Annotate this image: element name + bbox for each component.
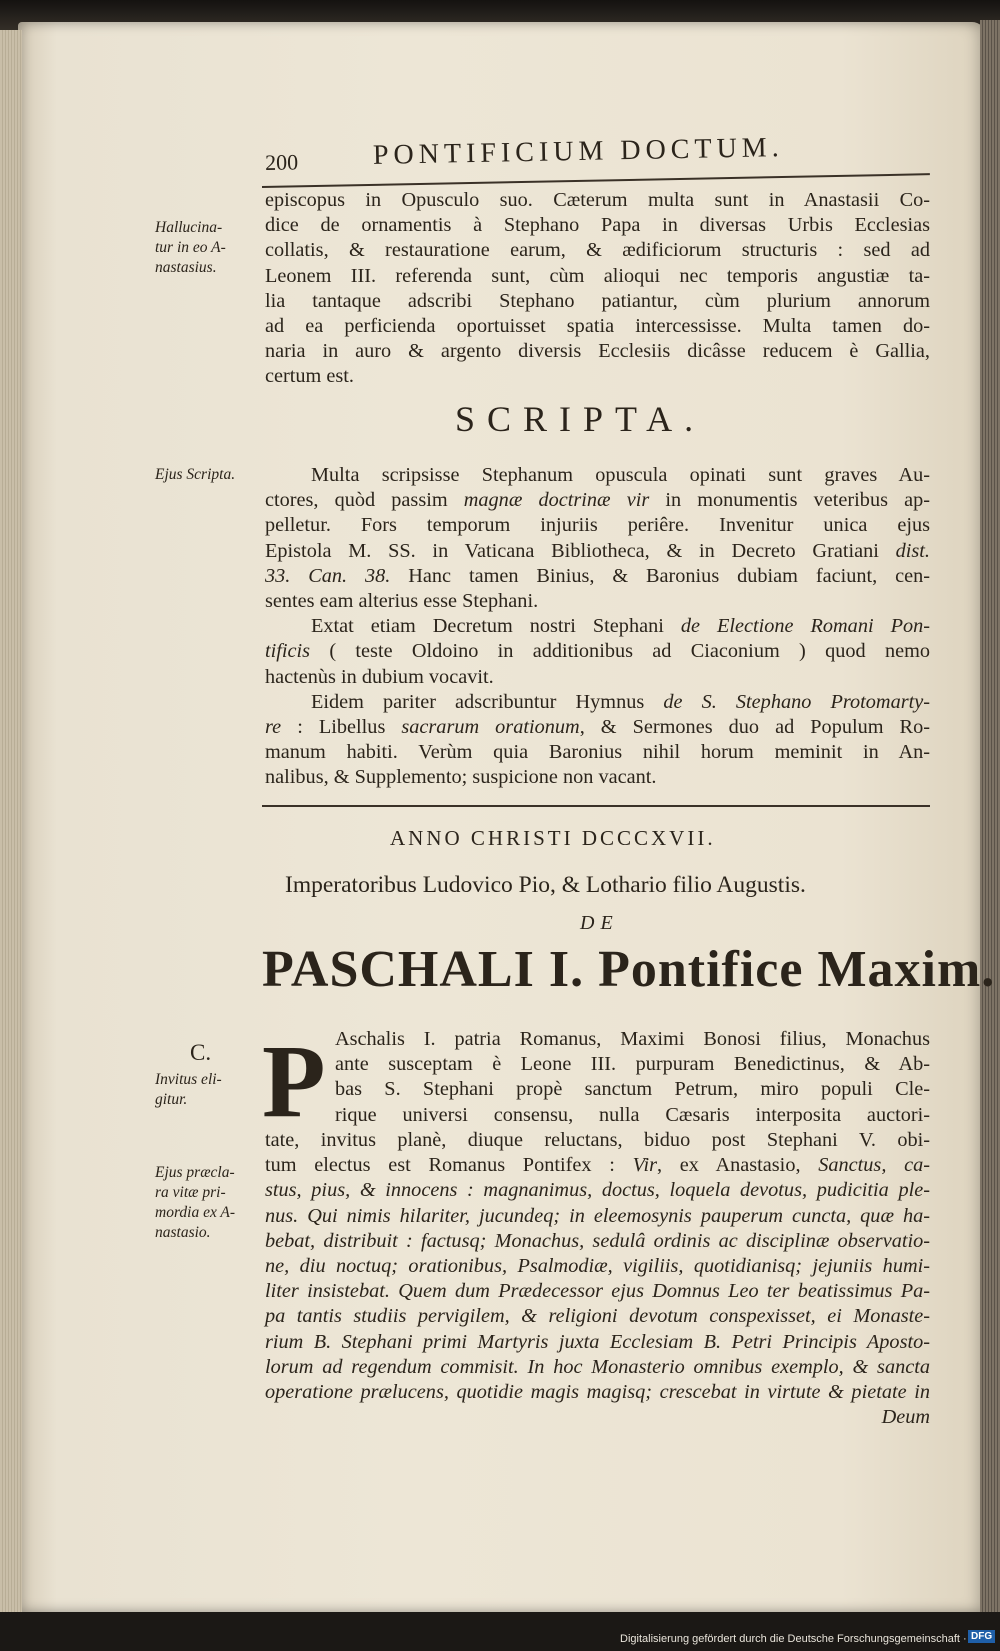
text-line: naria in auro & argento diversis Ecclesiis dicâsse reducem è Gallia, <box>265 340 930 363</box>
text-line: Extat etiam Decretum nostri Stephani de Electione Romani Pon- <box>311 615 930 638</box>
margin-note-line: Invitus eli- <box>155 1071 222 1088</box>
margin-note-invitus <box>155 1070 255 1110</box>
text-line: 33. Can. 38. Hanc tamen Binius, & Baronius dubiam faciunt, cen- <box>265 564 930 587</box>
margin-note-line: nastasius. <box>155 259 217 276</box>
text-line: pa tantis studiis pervigilem, & religioni devotum conspexisset, ei Monaste- <box>265 1305 930 1328</box>
margin-note-line: nastasio. <box>155 1224 211 1241</box>
text-line: stus, pius, & innocens : magnanimus, doctus, loquela devotus, pudicitia ple- <box>265 1179 930 1202</box>
margin-note-line: mordia ex A- <box>155 1204 236 1221</box>
section-title-scripta: SCRIPTA. <box>455 399 706 439</box>
margin-note-line: Ejus præcla- <box>155 1164 235 1181</box>
page-stack-right <box>980 20 1000 1620</box>
text-line: tum electus est Romanus Pontifex : Vir, ex Anastasio, Sanctus, ca- <box>265 1154 930 1177</box>
text-line: certum est. <box>265 365 354 388</box>
text-line: collatis, & restauratione earum, & ædificiorum structuris : sed ad <box>265 239 930 262</box>
text-line: re : Libellus sacrarum orationum, & Sermones duo ad Populum Ro- <box>265 716 930 739</box>
catchword: Deum <box>881 1406 930 1429</box>
text-line: ante susceptam è Leone III. purpuram Benedictinus, & Ab- <box>335 1053 930 1076</box>
margin-note-ejus-praeclara <box>155 1163 255 1243</box>
text-line: nus. Qui nimis hilariter, jucundeq; in eleemosynis pauperum cuncta, quæ ha- <box>265 1204 930 1227</box>
text-line: hactenùs in dubium vocavit. <box>265 665 494 688</box>
imperatoribus-line: Imperatoribus Ludovico Pio, & Lothario filio Augustis. <box>285 872 806 898</box>
paschal-body <box>265 1128 930 1430</box>
text-line: operatione prælucens, quotidie magis magisq; crescebat in virtute & pietate in <box>265 1381 930 1404</box>
text-line: Aschalis I. patria Romanus, Maximi Bonosi filius, Monachus <box>335 1028 930 1050</box>
margin-note-line: gitur. <box>155 1091 188 1108</box>
text-line: manum habiti. Verùm quia Baronius nihil horum meminit in An- <box>265 741 930 764</box>
de-label: DE <box>580 912 619 934</box>
section-divider-rule <box>262 805 930 807</box>
text-line: sentes eam alterius esse Stephani. <box>265 590 539 613</box>
page-number: 200 <box>264 149 299 175</box>
text-line: rium B. Stephani primi Martyris juxta Ecclesiam B. Petri Principis Aposto- <box>265 1330 930 1353</box>
text-line: Eidem pariter adscribuntur Hymnus de S. Stephano Protomarty- <box>311 690 930 713</box>
text-line: bebat, distribuit : factusq; Monachus, sedulâ ordinis ac disciplinæ observatio- <box>265 1229 930 1252</box>
text-line: Epistola M. SS. in Vaticana Bibliotheca, & in Decreto Gratiani dist. <box>265 539 930 562</box>
margin-letter-c: C. <box>190 1040 212 1065</box>
paschal-opening-lines <box>335 1027 930 1128</box>
running-head: PONTIFICIUM DOCTUM. <box>372 132 784 171</box>
text-line: nalibus, & Supplemento; suspicione non vacant. <box>265 766 657 789</box>
text-line: ad ea perficienda oportuisset spatia intercessisse. Multa tamen do- <box>265 315 930 338</box>
text-line: ne, diu noctuq; orationibus, Psalmodiæ, vigiliis, quotidianisq; jejuniis humi- <box>265 1255 930 1278</box>
anno-christi-heading: ANNO CHRISTI DCCCXVII. <box>390 826 716 850</box>
text-line: Multa scripsisse Stephanum opuscula opinati sunt graves Au- <box>311 464 930 486</box>
drop-cap: P <box>262 1024 326 1139</box>
text-line: ctores, quòd passim magnæ doctrinæ vir in monumentis veteribus ap- <box>265 489 930 512</box>
scripta-paragraphs <box>265 463 930 791</box>
margin-note-line: tur in eo A- <box>155 239 226 256</box>
margin-note-line: Ejus Scripta. <box>155 466 236 483</box>
digitization-credit: Digitalisierung gefördert durch die Deutsche Forschungsgemeinschaft · <box>620 1633 967 1645</box>
text-line: lorum ad regendum commisit. In hoc Monasterio omnibus exemplo, & sancta <box>265 1355 930 1378</box>
text-line: dice de ornamentis à Stephano Papa in diversas Urbis Ecclesias <box>265 214 930 237</box>
chapter-title: PASCHALI I. Pontifice Maxim. <box>262 941 996 998</box>
page-stack-left <box>0 30 22 1620</box>
margin-note-line: Hallucina- <box>155 219 223 236</box>
text-line: liter insistebat. Quem dum Prædecessor ejus Domnus Leo ter beatissimus Pa- <box>265 1280 930 1303</box>
scanner-bottom-band <box>0 1612 1000 1651</box>
margin-note-hallucinatur <box>155 218 255 278</box>
text-line: bas S. Stephani propè sanctum Petrum, miro populi Cle- <box>335 1078 930 1101</box>
dfg-logo: DFG <box>968 1630 995 1643</box>
margin-note-ejus-scripta <box>155 465 265 485</box>
margin-note-line: ra vitæ pri- <box>155 1184 226 1201</box>
text-line: Leonem III. referenda sunt, cùm alioqui nec temporis angustiæ ta- <box>265 264 930 287</box>
paragraph-continuation <box>265 188 930 390</box>
text-line: pelletur. Fors temporum injuriis periêre. Invenitur unica ejus <box>265 514 930 537</box>
text-line: tificis ( teste Oldoino in additionibus ad Ciaconium ) quod nemo <box>265 640 930 663</box>
text-line: tate, invitus planè, diuque reluctans, biduo post Stephani V. obi- <box>265 1129 930 1151</box>
text-line: lia tantaque adscribi Stephano patiantur, cùm plurium annorum <box>265 289 930 312</box>
text-line: rique universi consensu, nulla Cæsaris interposita auctori- <box>335 1103 930 1126</box>
text-line: episcopus in Opusculo suo. Cæterum multa sunt in Anastasii Co- <box>265 189 930 211</box>
